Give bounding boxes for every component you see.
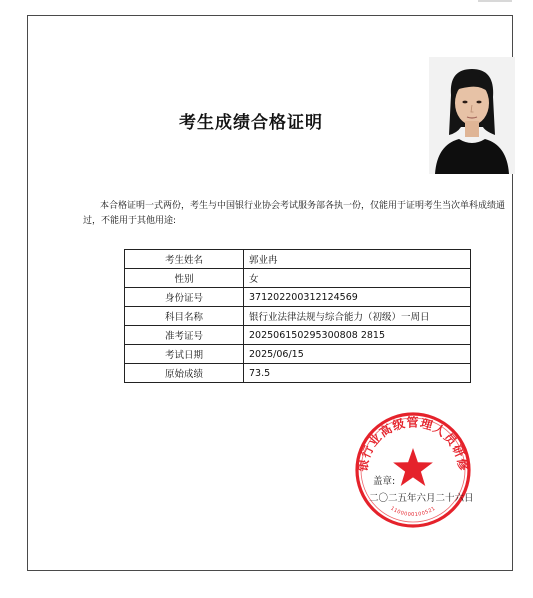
svg-text:1100000100521	[389, 506, 436, 518]
row-value: 73.5	[244, 364, 471, 383]
intro-paragraph: 本合格证明一式两份，考生与中国银行业协会考试服务部各执一份，仅能用于证明考生当次单科成绩通过，不能用于其他用途:	[83, 201, 506, 226]
table-row	[125, 364, 471, 383]
row-label: 性别	[125, 269, 244, 288]
corner-mark	[478, 0, 512, 2]
row-value: 2025/06/15	[244, 345, 471, 364]
table-row	[125, 326, 471, 345]
seal-label: 盖章:	[373, 476, 396, 487]
score-table	[124, 249, 471, 383]
table-row	[125, 269, 471, 288]
certificate-page	[27, 15, 513, 571]
row-value: 郭业冉	[244, 250, 471, 269]
row-label: 准考证号	[125, 326, 244, 345]
row-label: 原始成绩	[125, 364, 244, 383]
row-label: 考试日期	[125, 345, 244, 364]
table-row	[125, 307, 471, 326]
certificate-title: 考生成绩合格证明	[179, 113, 323, 133]
issue-date: 二〇二五年六月二十六日	[369, 493, 474, 504]
official-seal	[353, 408, 473, 532]
table-row	[125, 345, 471, 364]
candidate-photo	[429, 57, 515, 174]
signature-block	[369, 475, 474, 506]
row-label: 科目名称	[125, 307, 244, 326]
table-row	[125, 250, 471, 269]
row-value: 女	[244, 269, 471, 288]
seal-text: 银行业高级管理人员研修	[355, 415, 471, 473]
table-row	[125, 288, 471, 307]
row-value: 371202200312124569	[244, 288, 471, 307]
row-label: 考生姓名	[125, 250, 244, 269]
seal-number: 1100000100521	[389, 505, 437, 518]
row-value: 银行业法律法规与综合能力（初级）一周日	[244, 307, 471, 326]
row-label: 身份证号	[125, 288, 244, 307]
row-value: 202506150295300808 2815	[244, 326, 471, 345]
portrait-image	[429, 57, 515, 174]
